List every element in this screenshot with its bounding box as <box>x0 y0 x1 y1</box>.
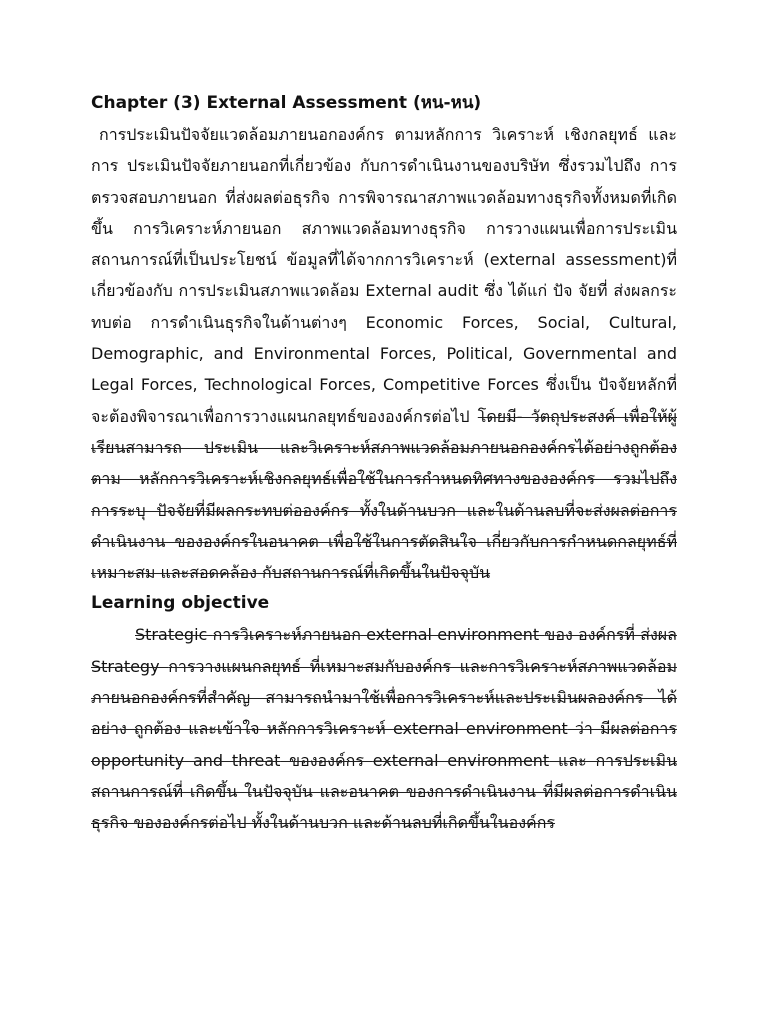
intro-text-1: การประเมินปัจจัยแวดล้อมภายนอกองค์กร ตามหลักการ วิเคราะห์ เชิงกลยุทธ์ และการ ประเมินปัจจัยภายนอกที่เกี่ยวข้อง กับการดำเนินงานของบริษัท ซึ่งรวมไปถึง การตรวจสอบภายนอก ที่ส่งผลต่อธุรกิจ การพิจารณาสภาพแวดล้อมทางธุรกิจทั้งหมดที่เกิดขึ้น การวิเคราะห์ภายนอก สภาพแวดล้อมทางธุรกิจ การวางแผนเพื่อการประเมินสถานการณ์ที่เป็นประโยชน์ ข้อมูลที่ได้จากการวิเคราะห์ <box>91 125 677 270</box>
objective-text-2: การวิเคราะห์ภายนอก <box>212 625 361 645</box>
intro-text-5: ซึ่ง ได้แก่ ปัจ จัยที่ ส่งผลกระทบต่อ การดำเนินธุรกิจในด้านต่างๆ <box>91 281 677 332</box>
learning-objective-heading: Learning objective <box>91 593 270 614</box>
objective-text-5: การวางแผนกลยุทธ์ ที่เหมาะสมกับองค์กร และการวิเคราะห์สภาพแวดล้อม ภายนอกองค์กรที่สำคัญ สามารถนำมาใช้เพื่อการวิเคราะห์และประเมินผลองค์กร ได้อย่าง ถูกต้อง และเข้าใจ หลักการวิเคราะห์ <box>91 656 677 739</box>
objective-text-7: ว่า มีผลต่อการ <box>567 719 678 739</box>
intro-text-4: External audit <box>365 281 479 301</box>
intro-text-6: Economic Forces, Social, Cultural, Demographic, and Environmental Forces, Political, Governmental and Legal Forces, Technological Forces, Competitive Forces <box>91 312 678 395</box>
intro-text-7: ซึ่งเป็น ปัจจัยหลักที่จะต้องพิจารณาเพื่อการวางแผนกลยุทธ์ขององค์กรต่อไป <box>91 375 677 426</box>
intro-paragraph <box>91 119 677 588</box>
objective-text-10: external environment <box>372 750 550 770</box>
chapter-title: Chapter (3) External Assessment (หน-หน) <box>91 93 482 113</box>
struck-intro-text: โดยมี- วัตถุประสงค์ เพื่อให้ผู้เรียนสามารถ ประเมิน และวิเคราะห์สภาพแวดล้อมภายนอกองค์กรได้อย่างถูกต้อง ตาม หลักการวิเคราะห์เชิงกลยุทธ์เพื่อใช้ในการกำหนดทิศทางขององค์กร รวมไปถึง การระบุ ปัจจัยที่มีผลกระทบต่อองค์กร ทั้งในด้านบวก และในด้านลบที่จะส่งผลต่อการดำเนินงาน ขององค์กรในอนาคต เพื่อใช้ในการตัดสินใจ เกี่ยวกับการกำหนดกลยุทธ์ที่เหมาะสม และสอดคล้อง กับสถานการณ์ที่เกิดขึ้นในปัจจุบัน <box>91 406 677 583</box>
objective-text-11: และ การประเมินสถานการณ์ที่ เกิดขึ้น ในปัจจุบัน และอนาคต ของการดำเนินงาน ที่มีผลต่อการดำเนินธุรกิจ ขององค์กรต่อไป ทั้งในด้านบวก และด้านลบที่เกิดขึ้นในองค์กร <box>91 750 678 833</box>
intro-text-2: (external assessment) <box>473 250 667 270</box>
objective-text-3: external environment <box>360 625 545 645</box>
document-page <box>91 88 677 839</box>
objective-text-9: ขององค์กร <box>280 750 373 770</box>
objective-text-4: ของ องค์กรที่ ส่งผล Strategy <box>91 625 677 676</box>
objective-paragraph <box>91 619 677 838</box>
objective-text-1: Strategic <box>135 625 213 645</box>
intro-text-3: ที่เกี่ยวข้องกับ การประเมินสภาพแวดล้อม <box>91 250 678 301</box>
objective-text-6: external environment <box>392 719 568 739</box>
objective-text-8: opportunity and threat <box>91 750 281 770</box>
